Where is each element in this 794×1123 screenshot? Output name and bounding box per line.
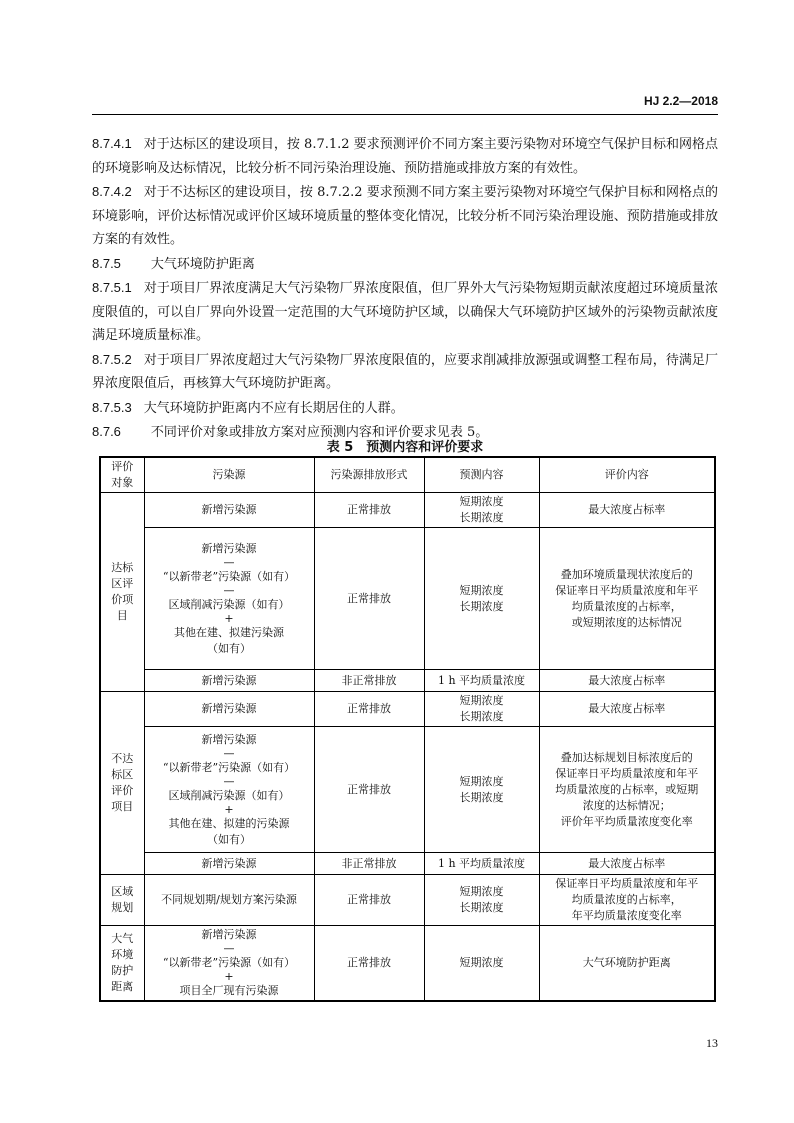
eval-cell: 最大浓度占标率 [539,670,715,692]
form-cell: 非正常排放 [314,670,424,692]
eval-cell: 最大浓度占标率 [539,692,715,727]
object-cell: 区域规划 [100,875,144,926]
predict-cell: 短期浓度 长期浓度 [424,875,539,926]
clause-number: 8.7.5.1 [92,280,132,295]
predict-cell: 短期浓度 [424,926,539,1002]
form-cell: 正常排放 [314,493,424,528]
standard-code: HJ 2.2—2018 [643,94,718,108]
prediction-table [99,456,716,1002]
eval-cell: 最大浓度占标率 [539,493,715,528]
clause-text: 不同评价对象或排放方案对应预测内容和评价要求见表 5。 [150,425,489,440]
table-row [100,670,715,692]
eval-cell: 最大浓度占标率 [539,853,715,875]
eval-cell: 保证率日平均质量浓度和年平 均质量浓度的占标率， 年平均质量浓度变化率 [539,875,715,926]
predict-cell: 短期浓度 长期浓度 [424,493,539,528]
header-cell: 评价内容 [539,457,715,493]
source-cell: 新增污染源 [144,670,314,692]
source-cell: 不同规划期/规划方案污染源 [144,875,314,926]
header-cell: 预测内容 [424,457,539,493]
source-cell: 新增污染源 [144,853,314,875]
eval-cell: 叠加达标规划目标浓度后的 保证率日平均质量浓度和年平 均质量浓度的占标率，或短期 浓度的达标情况； 评价年平均质量浓度变化率 [539,727,715,853]
clause-number: 8.7.5.3 [92,399,132,415]
page-number: 13 [706,1036,718,1050]
clause-number: 8.7.4.2 [92,184,132,199]
source-cell: 新增污染源 [144,493,314,528]
paragraph-8-7-4-2 [92,180,718,252]
clause-text: 大气环境防护距离内不应有长期居住的人群。 [143,400,404,416]
eval-cell: 叠加环境质量现状浓度后的 保证率日平均质量浓度和年平 均质量浓度的占标率， 或短期浓度的达标情况 [539,528,715,670]
clause-number: 8.7.5 [92,255,121,271]
object-cell: 达标区评价项目 [100,493,144,692]
predict-cell: 短期浓度 长期浓度 [424,528,539,670]
object-cell: 不达标区评价项目 [100,692,144,875]
clause-number: 8.7.5.2 [92,351,132,367]
clause-text: 对于不达标区的建设项目，按 8.7.2.2 要求预测不同方案主要污染物对环境空气保护目标和网格点的环境影响，评价达标情况或评价区域环境质量的整体变化情况，比较分析不同污染治理设施、预防措施或排放方案的有效性。 [92,185,718,247]
body-text [92,132,718,445]
header-rule [92,114,718,115]
source-cell: 新增污染源 [144,692,314,727]
table-row [100,853,715,875]
table-title: 表 5 预测内容和评价要求 [326,440,484,455]
source-cell: 新增污染源 — “以新带老”污染源（如有） + 项目全厂现有污染源 [144,926,314,1002]
table-row [100,926,715,1002]
header-cell: 污染源排放形式 [314,457,424,493]
paragraph-8-7-4-1 [92,132,718,180]
paragraph-8-7-5-1 [92,276,718,348]
clause-text: 大气环境防护距离 [150,256,255,272]
object-cell: 大气环境防护距离 [100,926,144,1002]
table-header-row [100,457,715,493]
clause-text: 对于项目厂界浓度超过大气污染物厂界浓度限值的，应要求削减排放源强或调整工程布局，待满足厂界浓度限值后，再核算大气环境防护距离。 [92,352,718,391]
form-cell: 正常排放 [314,926,424,1002]
table-row [100,875,715,926]
predict-cell: 1 h 平均质量浓度 [424,670,539,692]
paragraph-8-7-5-2 [92,348,718,396]
predict-cell: 短期浓度 长期浓度 [424,692,539,727]
predict-cell: 1 h 平均质量浓度 [424,853,539,875]
form-cell: 正常排放 [314,727,424,853]
form-cell: 正常排放 [314,528,424,670]
source-cell: 新增污染源 — “以新带老”污染源（如有） — 区域削减污染源（如有） + 其他在建、拟建的污染源 （如有） [144,727,314,853]
form-cell: 正常排放 [314,875,424,926]
form-cell: 非正常排放 [314,853,424,875]
table-row [100,493,715,528]
clause-text: 对于项目厂界浓度满足大气污染物厂界浓度限值，但厂界外大气污染物短期贡献浓度超过环境质量浓度限值的，可以自厂界向外设置一定范围的大气环境防护区域，以确保大气环境防护区域外的污染物贡献浓度满足环境质量标准。 [92,281,718,343]
header-cell: 评价对象 [100,457,144,493]
clause-number: 8.7.4.1 [92,136,132,151]
predict-cell: 短期浓度 长期浓度 [424,727,539,853]
paragraph-8-7-5 [92,252,718,277]
form-cell: 正常排放 [314,692,424,727]
clause-text: 对于达标区的建设项目，按 8.7.1.2 要求预测评价不同方案主要污染物对环境空气保护目标和网格点的环境影响及达标情况，比较分析不同污染治理设施、预防措施或排放方案的有效性。 [92,137,718,176]
table-row [100,692,715,727]
eval-cell: 大气环境防护距离 [539,926,715,1002]
clause-number: 8.7.6 [92,424,121,439]
table-row [100,727,715,853]
table-row [100,528,715,670]
paragraph-8-7-5-3 [92,396,718,421]
source-cell: 新增污染源 — “以新带老”污染源（如有） — 区域削减污染源（如有） + 其他在建、拟建污染源 （如有） [144,528,314,670]
header-cell: 污染源 [144,457,314,493]
